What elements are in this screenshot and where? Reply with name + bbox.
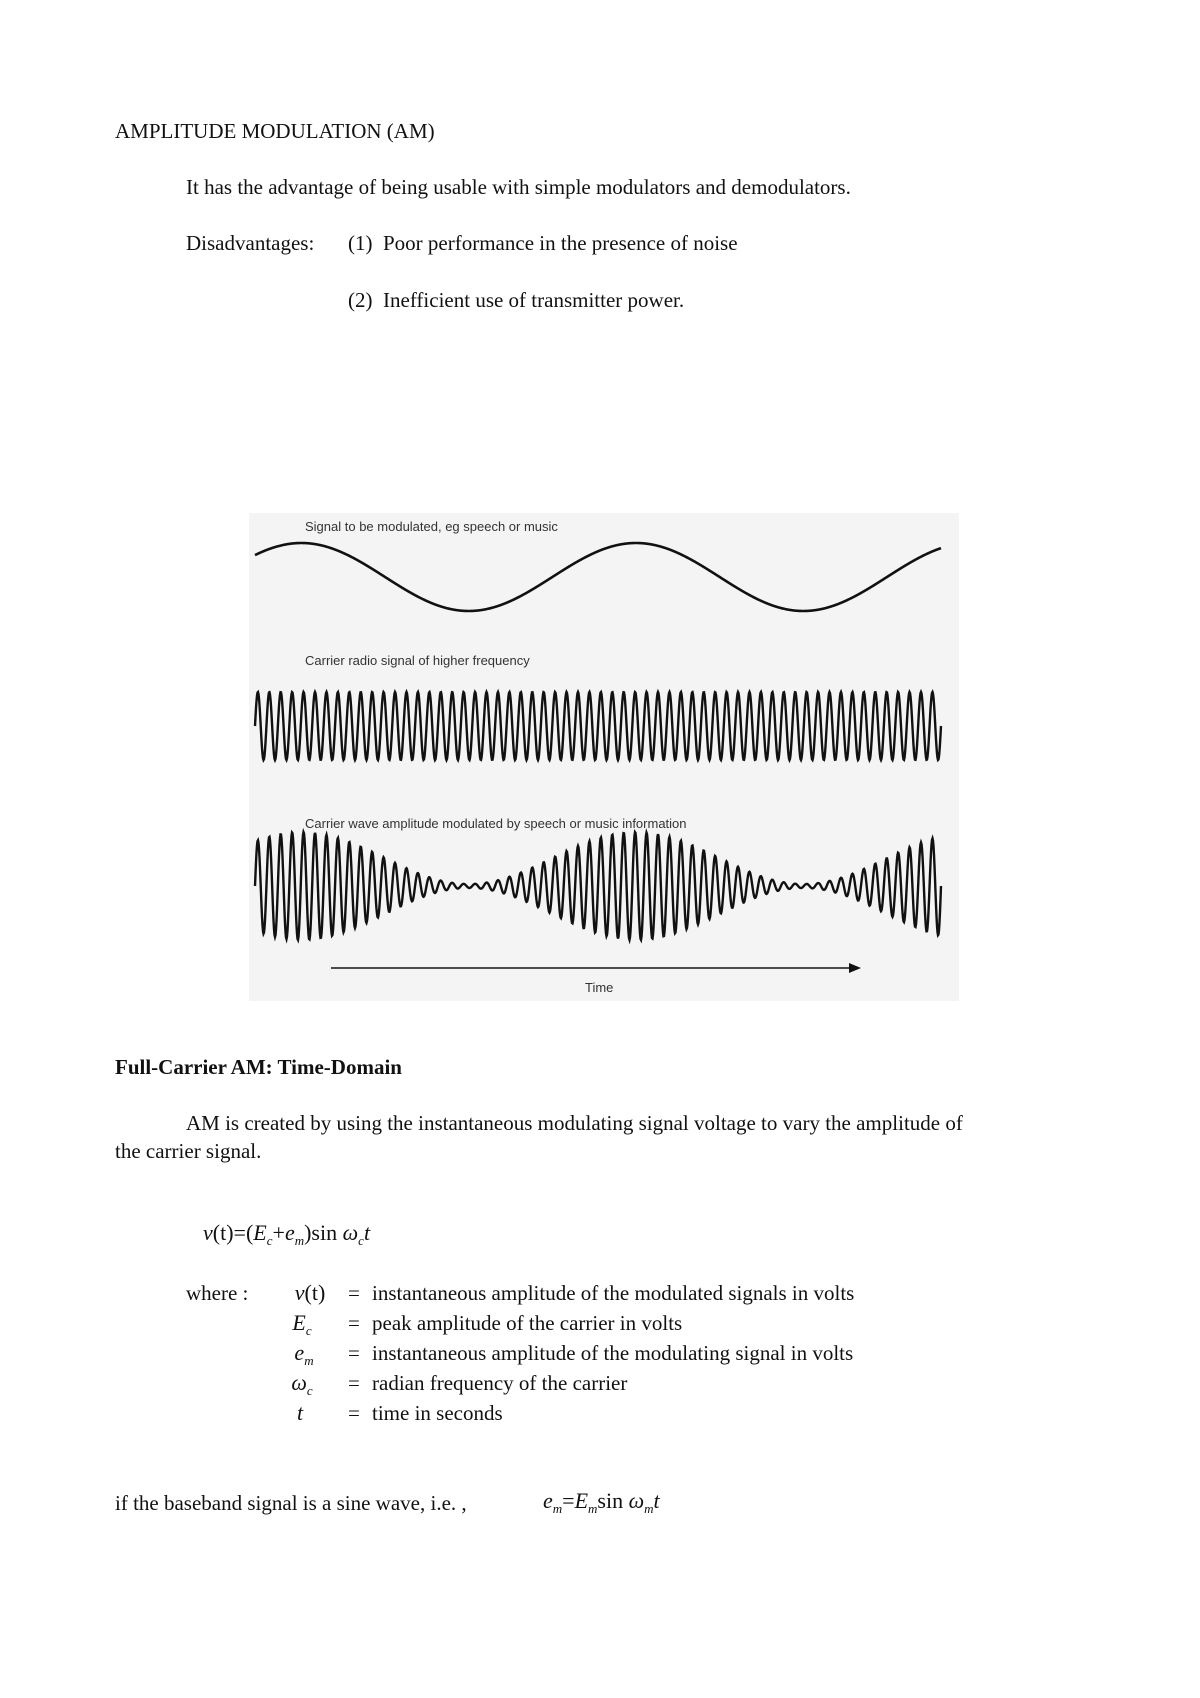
time-axis-label: Time — [585, 980, 614, 995]
definition-symbol: $\omega_c$ — [291, 1370, 313, 1398]
disadvantage-text: Inefficient use of transmitter power. — [383, 288, 685, 312]
section-paragraph-line1: AM is created by using the instantaneous modulating signal voltage to vary the amplitude of — [186, 1111, 963, 1135]
definition-equals: = — [348, 1281, 360, 1305]
disadvantage-number: (2) — [348, 288, 373, 312]
definition-equals: = — [348, 1371, 360, 1395]
section-title: Full-Carrier AM: Time-Domain — [115, 1055, 402, 1079]
definition-symbol: $E_c$ — [292, 1310, 312, 1338]
definition-symbol: $e_m$ — [294, 1340, 314, 1368]
section-paragraph-line2: the carrier signal. — [115, 1139, 262, 1163]
am-equation: $v(t)=(E_c+e_m)\sin$ $\omega_ct$ — [203, 1220, 371, 1248]
where-definitions — [280, 1280, 1040, 1430]
disadvantage-item — [348, 287, 684, 313]
definition-equals: = — [348, 1401, 360, 1425]
disadvantage-number: (1) — [348, 231, 373, 255]
definition-symbol: t — [296, 1400, 304, 1425]
caption-am-signal: Carrier wave amplitude modulated by speech or music information — [305, 816, 687, 831]
definition-text: instantaneous amplitude of the modulated signals in volts — [372, 1281, 855, 1305]
waveform-svg — [249, 513, 959, 1001]
definition-text: peak amplitude of the carrier in volts — [372, 1311, 683, 1335]
definition-text: instantaneous amplitude of the modulating signal in volts — [372, 1341, 854, 1365]
definition-equals: = — [348, 1311, 360, 1335]
caption-modulating-signal: Signal to be modulated, eg speech or music — [305, 519, 558, 534]
definition-text: radian frequency of the carrier — [372, 1371, 628, 1395]
baseband-text: if the baseband signal is a sine wave, i.e. , — [115, 1491, 467, 1515]
page-heading: AMPLITUDE MODULATION (AM) — [115, 119, 435, 143]
disadvantage-text: Poor performance in the presence of noise — [383, 231, 738, 255]
definition-text: time in seconds — [372, 1401, 503, 1425]
am-modulated-wave — [255, 832, 941, 940]
disadvantages-label: Disadvantages: — [186, 231, 315, 255]
caption-carrier-signal: Carrier radio signal of higher frequency — [305, 653, 530, 668]
time-arrow-head — [849, 963, 861, 973]
intro-text: It has the advantage of being usable with simple modulators and demodulators. — [186, 175, 851, 199]
carrier-signal-wave — [255, 692, 941, 760]
am-waveform-figure — [249, 513, 959, 1001]
where-label: where : — [186, 1281, 249, 1305]
baseband-equation: $e_m=E_m\sin$ $\omega_mt$ — [543, 1488, 660, 1516]
modulating-signal-wave — [255, 543, 941, 611]
disadvantage-item — [348, 230, 738, 256]
definition-equals: = — [348, 1341, 360, 1365]
definition-symbol: v(t) — [294, 1280, 326, 1305]
